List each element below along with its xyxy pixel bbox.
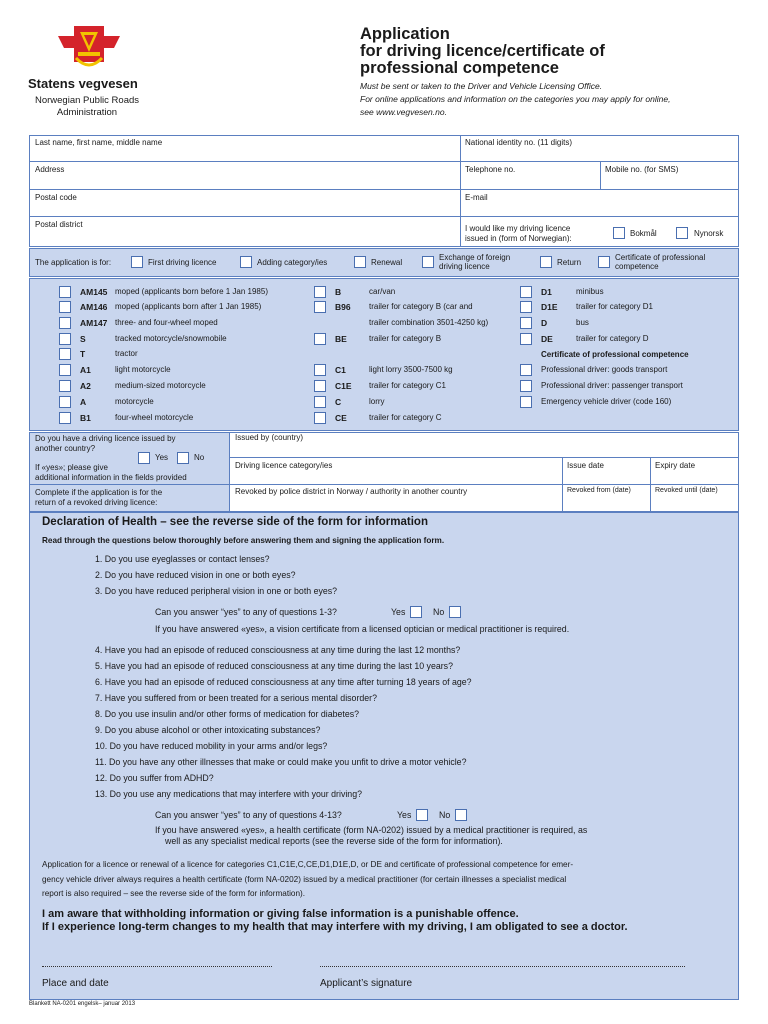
- consciousness-no-label: No: [439, 810, 451, 820]
- revoked-instruction-2: return of a revoked driving licence:: [35, 498, 158, 507]
- expiry-date-field[interactable]: Expiry date: [655, 461, 696, 470]
- requirements-paragraph-3: report is also required – see the reverse side of the form for information).: [42, 889, 306, 898]
- category-checkbox[interactable]: [314, 286, 326, 298]
- category-code: BE: [335, 334, 347, 344]
- category-desc: moped (applicants born before 1 Jan 1985): [115, 287, 268, 296]
- org-subtitle: Norwegian Public Roads Administration: [34, 95, 140, 118]
- exchange-label: Exchange of foreign: [439, 253, 511, 262]
- issue-date-field[interactable]: Issue date: [567, 461, 604, 470]
- category-desc: moped (applicants born after 1 Jan 1985): [115, 302, 262, 311]
- cpc-option-checkbox[interactable]: [520, 380, 532, 392]
- category-code: D: [541, 318, 548, 328]
- adding-category-checkbox[interactable]: [240, 256, 252, 268]
- category-code: DE: [541, 334, 553, 344]
- category-code: C: [335, 397, 342, 407]
- category-code: C1: [335, 365, 346, 375]
- category-desc: trailer for category B (car and: [369, 302, 473, 311]
- health-question-2: 2. Do you have reduced vision in one or both eyes?: [95, 570, 296, 580]
- return-label: Return: [557, 258, 582, 267]
- licence-form-label: I would like my driving licence: [465, 224, 571, 233]
- category-checkbox[interactable]: [314, 412, 326, 424]
- vision-no-label: No: [433, 607, 445, 617]
- health-title: Declaration of Health – see the reverse side of the form for information: [42, 516, 428, 528]
- category-code: AM146: [80, 302, 108, 312]
- category-checkbox[interactable]: [520, 333, 532, 345]
- vision-yes-no-question: Can you answer “yes” to any of questions 1-3?: [155, 607, 337, 617]
- category-code: AM145: [80, 287, 108, 297]
- consciousness-yes-label: Yes: [397, 810, 412, 820]
- category-checkbox[interactable]: [520, 301, 532, 313]
- category-desc: minibus: [576, 287, 604, 296]
- vision-yes-label: Yes: [391, 607, 406, 617]
- category-checkbox[interactable]: [59, 364, 71, 376]
- category-desc: motorcycle: [115, 397, 154, 406]
- vision-certificate-note: If you have answered «yes», a vision certificate from a licensed optician or medical practitioner is required.: [155, 624, 570, 634]
- requirements-paragraph: Application for a licence or renewal of a licence for categories C1,C1E,C,CE,D1,D1E,D, or DE and certificate of professional competence for emer-: [42, 860, 574, 869]
- foreign-yes-checkbox[interactable]: [138, 452, 150, 464]
- signature-line[interactable]: [320, 966, 685, 967]
- health-question: 13. Do you use any medications that may interfere with your driving?: [95, 789, 362, 799]
- health-question: 4. Have you had an episode of reduced consciousness at any time during the last 12 months?: [95, 645, 461, 655]
- health-question: 7. Have you suffered from or been treated for a serious mental disorder?: [95, 693, 377, 703]
- health-question: 12. Do you suffer from ADHD?: [95, 773, 214, 783]
- requirements-paragraph-2: gency vehicle driver always requires a health certificate (form NA-0202) issued by a medical practitioner (for certain illnesses a specialist medical: [42, 875, 567, 884]
- foreign-yes-label: Yes: [155, 453, 169, 462]
- cpc-label: Certificate of professional: [615, 253, 706, 262]
- postal-code-field[interactable]: Postal code: [35, 193, 77, 202]
- renewal-checkbox[interactable]: [354, 256, 366, 268]
- category-desc: tractor: [115, 349, 138, 358]
- cpc-option-checkbox[interactable]: [520, 364, 532, 376]
- cpc-option-label: Emergency vehicle driver (code 160): [541, 397, 672, 406]
- renewal-label: Renewal: [371, 258, 403, 267]
- cpc-checkbox[interactable]: [598, 256, 610, 268]
- category-desc: light lorry 3500-7500 kg: [369, 365, 453, 374]
- revoked-by-field[interactable]: Revoked by police district in Norway / authority in another country: [235, 487, 468, 496]
- foreign-no-checkbox[interactable]: [177, 452, 189, 464]
- form-subtitle: Must be sent or taken to the Driver and Vehicle Licensing Office. For online applications and information on the categories you may apply for online, see www.vegvesen.no.: [360, 81, 671, 117]
- health-question: 8. Do you use insulin and/or other forms of medication for diabetes?: [95, 709, 360, 719]
- category-code: D1: [541, 287, 552, 297]
- category-desc: trailer for category D: [576, 334, 649, 343]
- cpc-option-checkbox[interactable]: [520, 396, 532, 408]
- category-checkbox[interactable]: [314, 364, 326, 376]
- category-code: CE: [335, 413, 347, 423]
- issued-by-field[interactable]: Issued by (country): [235, 433, 304, 442]
- revoked-from-field[interactable]: Revoked from (date): [567, 487, 631, 494]
- revoked-until-field[interactable]: Revoked until (date): [655, 487, 718, 494]
- consciousness-yes-checkbox[interactable]: [416, 809, 428, 821]
- postal-district-field[interactable]: Postal district: [35, 220, 83, 229]
- category-checkbox[interactable]: [520, 317, 532, 329]
- category-checkbox[interactable]: [59, 333, 71, 345]
- exchange-checkbox[interactable]: [422, 256, 434, 268]
- first-licence-checkbox[interactable]: [131, 256, 143, 268]
- category-code: AM147: [80, 318, 108, 328]
- category-desc: trailer for category D1: [576, 302, 653, 311]
- category-desc: bus: [576, 318, 589, 327]
- statens-vegvesen-logo: [58, 22, 120, 74]
- category-checkbox[interactable]: [314, 380, 326, 392]
- signature-label: Applicant’s signature: [320, 978, 413, 989]
- category-code: B96: [335, 302, 351, 312]
- return-checkbox[interactable]: [540, 256, 552, 268]
- nynorsk-label: Nynorsk: [694, 229, 724, 238]
- category-code: D1E: [541, 302, 558, 312]
- licence-category-field[interactable]: Driving licence category/ies: [235, 461, 333, 470]
- category-code: B: [335, 287, 342, 297]
- mobile-field[interactable]: Mobile no. (for SMS): [605, 165, 679, 174]
- national-id-field[interactable]: National identity no. (11 digits): [465, 138, 573, 147]
- category-desc: trailer for category B: [369, 334, 442, 343]
- category-checkbox[interactable]: [59, 396, 71, 408]
- category-code: C1E: [335, 381, 352, 391]
- cpc-option-label: Professional driver: passenger transport: [541, 381, 683, 390]
- form-footer: Blankett NA-0201 engelsk– januar 2013: [29, 1001, 136, 1007]
- category-desc: car/van: [369, 287, 396, 296]
- category-desc: four-wheel motorcycle: [115, 413, 194, 422]
- warning-statement: I am aware that withholding information or giving false information is a punishable offence.: [42, 908, 519, 920]
- foreign-instruction-2: additional information in the fields provided: [35, 473, 187, 482]
- category-desc: light motorcycle: [115, 365, 171, 374]
- category-checkbox[interactable]: [59, 317, 71, 329]
- revoked-instruction: Complete if the application is for the: [35, 488, 163, 497]
- health-question: 5. Have you had an episode of reduced consciousness at any time during the last 10 years?: [95, 661, 453, 671]
- category-code: S: [80, 334, 86, 344]
- telephone-field[interactable]: Telephone no.: [465, 165, 516, 174]
- foreign-question-2: another country?: [35, 444, 96, 453]
- exchange-label-2: driving licence: [439, 262, 490, 271]
- foreign-no-label: No: [194, 453, 205, 462]
- health-question-1: 1. Do you use eyeglasses or contact lenses?: [95, 554, 270, 564]
- category-desc: trailer for category C1: [369, 381, 446, 390]
- category-desc: three- and four-wheel moped: [115, 318, 218, 327]
- foreign-question: Do you have a driving licence issued by: [35, 434, 176, 443]
- first-licence-label: First driving licence: [148, 258, 217, 267]
- warning-statement-2: If I experience long-term changes to my health that may interfere with my driving, I am obligated to see a doctor.: [42, 921, 628, 933]
- place-date-label: Place and date: [42, 978, 109, 989]
- org-name: Statens vegvesen: [28, 76, 138, 91]
- category-desc: medium-sized motorcycle: [115, 381, 206, 390]
- category-checkbox[interactable]: [59, 286, 71, 298]
- cpc-title: Certificate of professional competence: [541, 350, 689, 359]
- health-intro: Read through the questions below thoroughly before answering them and signing the application form.: [42, 536, 445, 545]
- category-desc: tracked motorcycle/snowmobile: [115, 334, 227, 343]
- email-field[interactable]: E-mail: [465, 193, 488, 202]
- consciousness-no-checkbox[interactable]: [455, 809, 467, 821]
- adding-category-label: Adding category/ies: [257, 258, 328, 267]
- category-desc: trailer combination 3501-4250 kg): [369, 318, 489, 327]
- address-field[interactable]: Address: [35, 165, 65, 174]
- category-code: T: [80, 349, 86, 359]
- form-title: Application for driving licence/certificate of professional competence: [360, 25, 605, 77]
- vision-no-checkbox[interactable]: [449, 606, 461, 618]
- health-question-3: 3. Do you have reduced peripheral vision in one or both eyes?: [95, 586, 338, 596]
- health-question: 11. Do you have any other illnesses that make or could make you unfit to drive a motor vehicle?: [95, 757, 467, 767]
- category-code: A2: [80, 381, 91, 391]
- health-question: 6. Have you had an episode of reduced consciousness at any time after turning 18 years of age?: [95, 677, 472, 687]
- category-checkbox[interactable]: [59, 412, 71, 424]
- category-checkbox[interactable]: [314, 396, 326, 408]
- consciousness-yes-no-question: Can you answer “yes” to any of questions 4-13?: [155, 810, 342, 820]
- bokmal-label: Bokmål: [630, 229, 657, 238]
- category-checkbox[interactable]: [59, 301, 71, 313]
- application-type-label: The application is for:: [35, 258, 112, 267]
- place-date-line[interactable]: [42, 966, 272, 967]
- health-certificate-note: If you have answered «yes», a health certificate (form NA-0202) issued by a medical practitioner is required, as: [155, 825, 588, 835]
- category-code: A1: [80, 365, 91, 375]
- category-desc: trailer for category C: [369, 413, 442, 422]
- foreign-instruction: If «yes»; please give: [35, 463, 108, 472]
- category-code: A: [80, 397, 87, 407]
- health-question: 10. Do you have reduced mobility in your arms and/or legs?: [95, 741, 328, 751]
- nynorsk-checkbox[interactable]: [676, 227, 688, 239]
- cpc-label-2: competence: [615, 262, 659, 271]
- category-checkbox[interactable]: [520, 286, 532, 298]
- category-checkbox[interactable]: [59, 380, 71, 392]
- category-desc: lorry: [369, 397, 385, 406]
- category-checkbox[interactable]: [59, 348, 71, 360]
- health-question: 9. Do you abuse alcohol or other intoxicating substances?: [95, 725, 321, 735]
- vision-yes-checkbox[interactable]: [410, 606, 422, 618]
- category-checkbox[interactable]: [314, 301, 326, 313]
- licence-form-label-2: issued in (form of Norwegian):: [465, 234, 572, 243]
- bokmal-checkbox[interactable]: [613, 227, 625, 239]
- category-code: B1: [80, 413, 91, 423]
- cpc-option-label: Professional driver: goods transport: [541, 365, 668, 374]
- health-certificate-note-2: well as any specialist medical reports (see the reverse side of the form for information).: [165, 836, 503, 846]
- name-field[interactable]: Last name, first name, middle name: [35, 138, 163, 147]
- category-checkbox[interactable]: [314, 333, 326, 345]
